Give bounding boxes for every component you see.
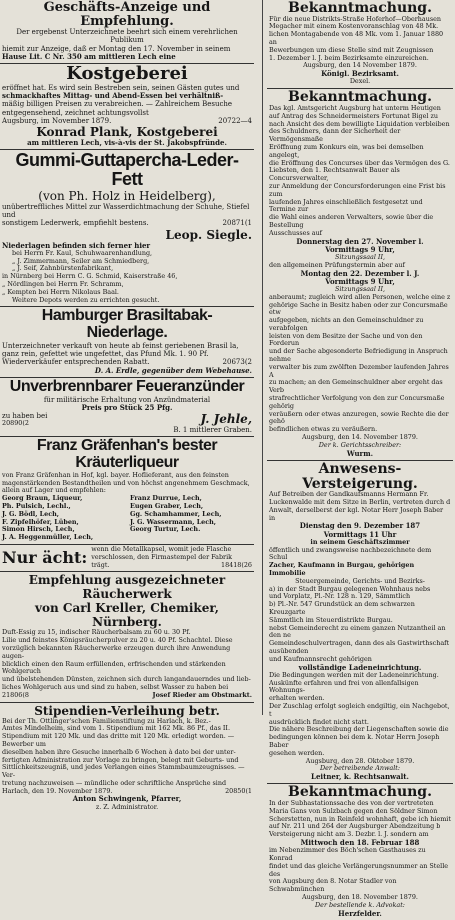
ad-line: fertigten Administration zur Vorlage zu bringen, belegt mit Geburts- und <box>2 755 239 764</box>
notice-date: Dienstag den 9. Dezember 187 <box>299 521 421 531</box>
notice-line: Eröffnung zum Konkurs ein, was bei demselben angelegt, <box>269 142 424 159</box>
ad-signer: Anton Schwingenk, Pfarrer, <box>72 794 182 804</box>
notice-line: Gemeindeschulvertragen, dann des als Gastwirthschaft ausübenden <box>269 639 450 655</box>
notice-line: in seinem Geschäftszimmer <box>310 537 410 546</box>
ad-line: Unterzeichneter verkauft von heute ab feinst geriebenen Brasil la, <box>2 341 239 350</box>
ad-dealer: J. G. Bödl, Lech, <box>2 509 59 518</box>
notice-line: Das kgl. Amtsgericht Augsburg hat unterm Heutigen <box>269 103 441 112</box>
ad-hamburger-tabak <box>0 307 254 377</box>
ad-line: ganz rein, gefettet wie ungefettet, das Pfund Mk. 1. 90 Pf. <box>2 350 209 359</box>
notice-title: Bekanntmachung. <box>288 784 432 801</box>
notice-line: lichen Montagabende von 48 Mk. vom 1. Januar 1880 an <box>269 30 444 47</box>
ad-depot: in Nürnberg bei Herrn C. G. Schmid, Kaiserstraße 46, <box>2 272 178 281</box>
notice-signer: Der k. Gerichtsschreiber: <box>318 440 402 449</box>
ad-line: schmackhaftes Mittag- und Abend-Essen bei verhältniß- <box>2 91 224 101</box>
notice-line: befindlichen etwas zu veräußern. <box>269 425 378 434</box>
notice-date: Donnerstag den 27. November l. <box>296 236 424 246</box>
ad-line: von Franz Gräfenhan in Hof, kgl. bayer. Hoflieferant, aus den feinsten <box>2 470 229 479</box>
notice-line: den allgemeinen Prüfungstermin aber auf <box>269 260 405 269</box>
ad-line: unübertreffliches Mittel zur Wasserdichtmachung der Schuhe, Stiefel und <box>2 202 250 220</box>
ad-reference: 20673(2 <box>222 358 252 367</box>
ad-depot: Weitere Depots werden zu errichten gesucht. <box>12 295 160 304</box>
notice-line: Scherstetten, nun in Reinfeld wohnhaft, gebe ich hiemit <box>269 814 451 823</box>
notice-line: gehörige Sache in Besitz haben oder zur Concursmaße etw <box>269 300 448 317</box>
left-column <box>0 0 258 811</box>
ad-subtitle: für militärische Erhaltung von Anzündmaterial <box>43 395 211 404</box>
ad-reference: 20850(1 <box>225 786 252 795</box>
ad-line: Hause Lit. C Nr. 350 am mittleren Lech eine <box>2 51 176 61</box>
ad-nur-aecht <box>0 545 254 572</box>
ad-signer: Josef Rieder am Obstmarkt. <box>152 690 252 699</box>
notice-line: im Nebenzimmer des Böch'schen Gasthauses zu Konrad <box>269 846 426 862</box>
notice-amtsgericht <box>267 89 453 461</box>
notice-line: zu machen; an den Gemeinschuldner aber ergeht das Verb <box>269 378 443 395</box>
ad-dealer: J. A. Heggenmüller, Lech, <box>2 533 94 542</box>
ad-line: hiemit zur Anzeige, daß er Montag den 17. November in seinem <box>2 44 231 53</box>
ad-line: magenstärkenden Bestandtheilen und von höchst angenehmem Geschmack, <box>2 478 250 487</box>
ad-line: verschlossen, den Firmastempel der Fabrik <box>91 552 233 561</box>
ad-line: Duft-Essig zu 15, indischer Räucherbalsam zu 60 u. 30 Pf. <box>2 628 191 637</box>
ad-line: mäßig billigen Preisen zu verabreichen. — Zahlreichem Besuche <box>2 100 233 109</box>
notice-line: die Eröffnung des Concurses über das Vermögen des G. <box>269 158 450 167</box>
ad-signer: J. Jehle, <box>200 411 252 426</box>
notice-bezirksamt <box>267 0 453 89</box>
ad-line: entgegensehend, zeichnet achtungsvollst <box>2 108 149 117</box>
notice-line: bedingungen können bei dem k. Notar Herrn Joseph Baber <box>269 733 440 749</box>
notice-room: Sitzungssaal II, <box>334 284 385 293</box>
notice-line: a) in der Stadt Burgau gelegenen Wohnhaus nebs <box>269 584 431 593</box>
notice-title: Anwesens-Versteigerung. <box>302 460 418 492</box>
ad-title: Unverbrennbarer Feueranzünder <box>9 377 245 395</box>
notice-signer: Der betreibende Anwalt: <box>320 764 400 773</box>
ad-title: Gummi-Guttapercha-Leder-Fett <box>15 150 239 190</box>
notice-line: Auf Betreiben der Gandkaufsmanns Hermann Fr. <box>269 490 429 499</box>
ad-dealer: Georg Turtur, Lech. <box>130 525 201 534</box>
ad-subtitle: (von Ph. Holz in Heidelberg), <box>38 188 216 203</box>
ad-reference: 20890(2 <box>2 419 29 428</box>
ad-line: tretung nachzuweisen — mündliche oder schriftliche Ansprüche sind <box>2 778 227 787</box>
notice-line: öffentlich und zwangsweise nachbezeichnete dem Schul <box>269 545 432 562</box>
notice-room: Sitzungssaal II, <box>334 252 385 261</box>
ad-feueranzuender <box>0 378 254 437</box>
notice-line: Versteigerung nicht am 3. Dezbr. l. J. sondern am <box>269 830 429 839</box>
notice-line: Maria Gans von Sulzbach gegen den Söldner Simon <box>269 806 438 815</box>
ad-line: dieselben haben ihre Gesuche innerhalb 6 Wochen à dato bei der unter- <box>2 747 236 756</box>
notice-line: auf Nr. 211 und 264 der Augsburger Abendzeitung b <box>269 822 441 831</box>
notice-line: ausdrücklich findet nicht statt. <box>269 717 369 726</box>
ad-signer: Leop. Siegle. <box>165 227 252 242</box>
ad-address: am mittleren Lech, vis-à-vis der St. Jakobspfründe. <box>27 138 227 147</box>
ad-dealer: Ph. Pulsich, Lechl., <box>2 501 71 510</box>
notice-line: Luckenwalde mit dem Sitze in Berlin, vertreten durch d <box>269 498 451 507</box>
ad-price: Preis pro Stück 25 Pfg. <box>81 402 173 412</box>
ad-depots-title: Niederlagen befinden sich ferner hier <box>2 240 151 250</box>
notice-name: Dexel. <box>349 77 371 86</box>
ad-heading: Geschäfts-Anzeige und Empfehlung. <box>43 0 211 29</box>
notice-date: Augsburg, den 14. November 1879. <box>302 433 418 442</box>
notice-date: Augsburg, den 28. Oktober 1879. <box>305 756 415 765</box>
ad-address: B. 1 mittlerer Graben. <box>173 425 252 434</box>
notice-line: nebst Gemeinderecht zu einem ganzen Nutzantheil an den ne <box>269 623 446 640</box>
ad-title: Stipendien-Verleihung betr. <box>34 703 220 718</box>
ad-line: wenn die Metallkapsel, womit jede Flasche <box>91 544 232 553</box>
notice-date: Montag den 22. Dezember l. J. <box>300 268 420 278</box>
notice-line: Die nähere Beschreibung der Liegenschaften sowie die <box>269 725 449 734</box>
notice-line: nach Ansicht des dem bewilligte Liquidation verbleiben <box>269 119 450 128</box>
ad-business-notice <box>0 0 254 64</box>
ad-line: sonstigem Lederwerk, empfiehlt bestens. <box>2 219 149 228</box>
ad-line: allein auf Lager und empfehlen: <box>2 486 106 495</box>
ad-title: Empfehlung ausgezeichneter Räucherwerk <box>28 573 226 602</box>
right-column <box>262 0 455 918</box>
ad-role: z. Z. Administrator. <box>95 802 159 811</box>
notice-line: anberaumt; zugleich wird allen Personen, welche eine z <box>269 292 451 301</box>
ad-line: trägt. <box>91 560 110 569</box>
ad-line: Der ergebenst Unterzeichnete beehrt sich einem verehrlichen Publikum <box>16 28 238 45</box>
ad-date: Harlach, den 19. November 1879. <box>2 786 113 795</box>
ad-line: und übelstehenden Dünsten, zeichnen sich durch langandauerndes und lieb- <box>2 675 251 684</box>
notice-line: b) Pl.-Nr. 547 Grundstück an dem schwarzen Kreuzgarte <box>269 600 415 616</box>
ad-line: vorzüglich bekannten Räucherwerke erzeugen durch ihre Anwendung augen- <box>2 643 231 660</box>
ad-depot: bei Herrn Fr. Kaul, Schuhwaarenhandlung, <box>12 248 153 257</box>
notice-line: Sämmtlich im Steuerdistrikte Burgau. <box>269 615 393 624</box>
notice-line: gesehen werden. <box>269 748 325 757</box>
ad-reference: 21806(8 <box>2 690 29 699</box>
notice-line: und der Sache abgesonderte Befriedigung in Anspruch nehme <box>269 347 448 364</box>
ad-signer: Konrad Plank, Kostgeberei <box>36 125 218 139</box>
notice-line: Der Zuschlag erfolgt sogleich endgiltig, ein Nachgebot, t <box>269 701 450 718</box>
ad-line: eröffnet hat. Es wird sein Bestreben sein, seinen Gästen gutes und <box>2 83 240 92</box>
notice-line: des Schuldners, dann der Sicherheit der Vermögensmaße <box>269 127 401 144</box>
ad-dealer: Franz Durrue, Lech, <box>130 494 202 503</box>
notice-line: verwalter bis zum zwölften Dezember laufenden Jahres A <box>269 362 449 379</box>
notice-name: Wurm. <box>346 448 374 458</box>
notice-date: Augsburg, den 14 November 1879. <box>303 61 417 70</box>
notice-line: 1. Dezember l. J. beim Bezirksamte einzureichen. <box>269 53 429 62</box>
notice-title: Bekanntmachung. <box>288 89 432 106</box>
notice-line: Zacher, Kaufmann in Burgau, gehörigen Immobilie <box>269 561 415 577</box>
ad-line: Bei der Th. Ottlinger'schen Familienstiftung zu Harlach, k. Bez.- <box>2 716 211 725</box>
ad-signer: D. A. Erdle, gegenüber dem Webehause. <box>94 365 252 375</box>
notice-signer: Königl. Bezirksamt. <box>321 69 399 79</box>
ad-line: Amtes Mindelheim, sind vom 1. Stipendium mit 162 Mk. 86 Pf., das II. <box>2 724 230 733</box>
notice-line: und Kaufmannsrecht gehörigen <box>269 654 372 663</box>
ad-title: von Carl Kreller, Chemiker, Nürnberg. <box>35 601 219 630</box>
ad-depot: „ J. Seif, Zahnbürstenfabrikant, <box>12 264 114 273</box>
ad-title: Hamburger Brasiltabak-Niederlage. <box>41 307 213 342</box>
ad-line: Stipendium mit 120 Mk. und das dritte mit 120 Mk. erledigt worden. — Bewerber um <box>2 732 235 748</box>
notice-line: von Augsburg den 8. Notar Stadler von Schwabmünchen <box>269 877 397 894</box>
notice-versteigerung <box>267 461 453 784</box>
notice-line: Auskünfte erfahren und frei von allenfallsigen Wohnungs- <box>269 678 419 695</box>
notice-item: vollständige Ladeneinrichtung. <box>298 662 422 672</box>
ad-line: Sittlichkeitszeugniß, und jedes Verlangen eines Stammbaumzeugnisses. — Ver- <box>2 763 245 780</box>
notice-name: Leitner, k. Rechtsanwalt. <box>311 772 409 782</box>
ad-reference: 20871(1 <box>222 219 252 228</box>
ad-line: liches Wohlgeruch aus und sind zu haben, selbst Wasser zu haben bei <box>2 682 229 691</box>
notice-name: Herzfelder. <box>338 908 382 918</box>
notice-line: Megacher mit einem Kostenvoranschlag von 48 Mk. <box>269 22 439 31</box>
ad-line: Wiederverkäufer entsprechenden Rabatt. <box>2 358 150 367</box>
ad-dealer: Georg Braun, Liqueur, <box>2 494 83 503</box>
notice-line: Liebsten, den 1. Rechtsanwalt Bauer als Concursverwalter, <box>269 166 400 183</box>
ad-depot: „ Kempten bei Herrn Nikolaus Baal. <box>2 287 119 296</box>
notice-line: findet und das gleiche Verlängerungsnummer an Stelle des <box>269 861 449 878</box>
notice-line: leisten von dem Besitze der Sache und von den Forderun <box>269 331 423 348</box>
ad-raeucherwerk <box>0 572 254 702</box>
notice-line: aufgegeben, nichts an den Gemeinschuldner zu verabfolgen <box>269 316 424 332</box>
ad-title: Franz Gräfenhan's bester Kräuterliqueur <box>36 437 218 471</box>
notice-signer: Der bestellende k. Advokat: <box>315 900 405 909</box>
notice-time: Vormittags 9 Uhr, <box>325 276 395 286</box>
ad-line: zu haben bei <box>2 411 48 420</box>
ad-reference: 18418(26 <box>221 560 252 569</box>
ad-gummi-fett <box>0 150 254 307</box>
notice-line: auf Antrag des Schneidermeisters Fortunat Bigel zu <box>269 111 438 120</box>
ad-reference: 20722—4 <box>218 116 252 125</box>
notice-line: veräußern oder etwas anzuregen, sowie Rechte die der gehö <box>269 409 449 426</box>
notice-line: laufenden Jahres einschließlich festgesetzt und Termine zur <box>269 197 423 214</box>
notice-line: Bewerbungen um diese Stelle sind mit Zeugnissen <box>269 45 434 54</box>
ad-kraeuterliqueur <box>0 437 254 545</box>
ad-line: blicklich einen den Raum erfüllenden, erfrischenden und stärkenden Wohlgeruch <box>2 659 226 676</box>
ad-dealer: F. Zipfelhöfer, Lüben, <box>2 517 79 526</box>
ad-dealer: Gg. Schamhammer, Lech, <box>130 509 222 518</box>
ad-stipendien <box>0 703 254 814</box>
ad-depot: „ Nördlingen bei Herrn Fr. Schramm, <box>2 279 124 288</box>
ad-line: Lilie und feinstes Königsräucherpulver zu 20 u. 40 Pf. Schachtel. Diese <box>2 636 233 645</box>
ad-title: Kostgeberei <box>66 63 188 85</box>
ad-date: Augsburg, im November 1879. <box>2 116 112 125</box>
notice-line: Anwalt, derselberst der kgl. Notar Herr Joseph Baber in <box>269 505 444 522</box>
notice-line: und Vorplatz, Pl.-Nr. 128 n. 129, Sämmtlich <box>269 592 411 601</box>
notice-time: Vormittags 11 Uhr <box>323 529 397 539</box>
notice-line: In der Subhastationssache des von der vertreteten <box>269 799 434 808</box>
notice-line: Ausschusses auf <box>269 228 323 237</box>
notice-title: Bekanntmachung. <box>288 0 432 16</box>
notice-line: zur Anmeldung der Concursforderungen eine Frist bis zum <box>269 181 446 198</box>
notice-time: Vormittags 9 Uhr, <box>325 244 395 254</box>
notice-line: Die Bedingungen werden mit der Ladeneinrichtung. <box>269 670 439 679</box>
notice-date: Mittwoch den 18. Februar 188 <box>300 838 420 847</box>
notice-line: strafrechtlicher Verfolgung von den zur Concursmaße gehörig <box>269 394 445 410</box>
ad-title: Nur ächt: <box>2 548 88 568</box>
ad-dealer: Eugen Graber, Lech, <box>130 501 204 510</box>
ad-kostgeberei <box>0 64 254 150</box>
ad-dealer: J. G. Wassermann, Lech, <box>130 517 217 526</box>
ad-dealer: Simon Hirsch, Lech, <box>2 525 75 534</box>
notice-line: Für die neue Distrikts-Straße Hoferhof—Oberhausen <box>269 14 442 23</box>
notice-line: erhalten werden. <box>269 694 325 703</box>
notice-line: Steuergemeinde, Gerichts- und Bezirks- <box>295 576 425 585</box>
ad-depot: „ J. Zimmermann, Seiler am Schmiedberg, <box>12 256 150 265</box>
notice-subhastation <box>267 784 453 919</box>
notice-line: die Wahl eines anderen Verwalters, sowie über die Bestellung <box>269 213 434 229</box>
notice-date: Augsburg, den 18. November 1879. <box>302 892 418 901</box>
